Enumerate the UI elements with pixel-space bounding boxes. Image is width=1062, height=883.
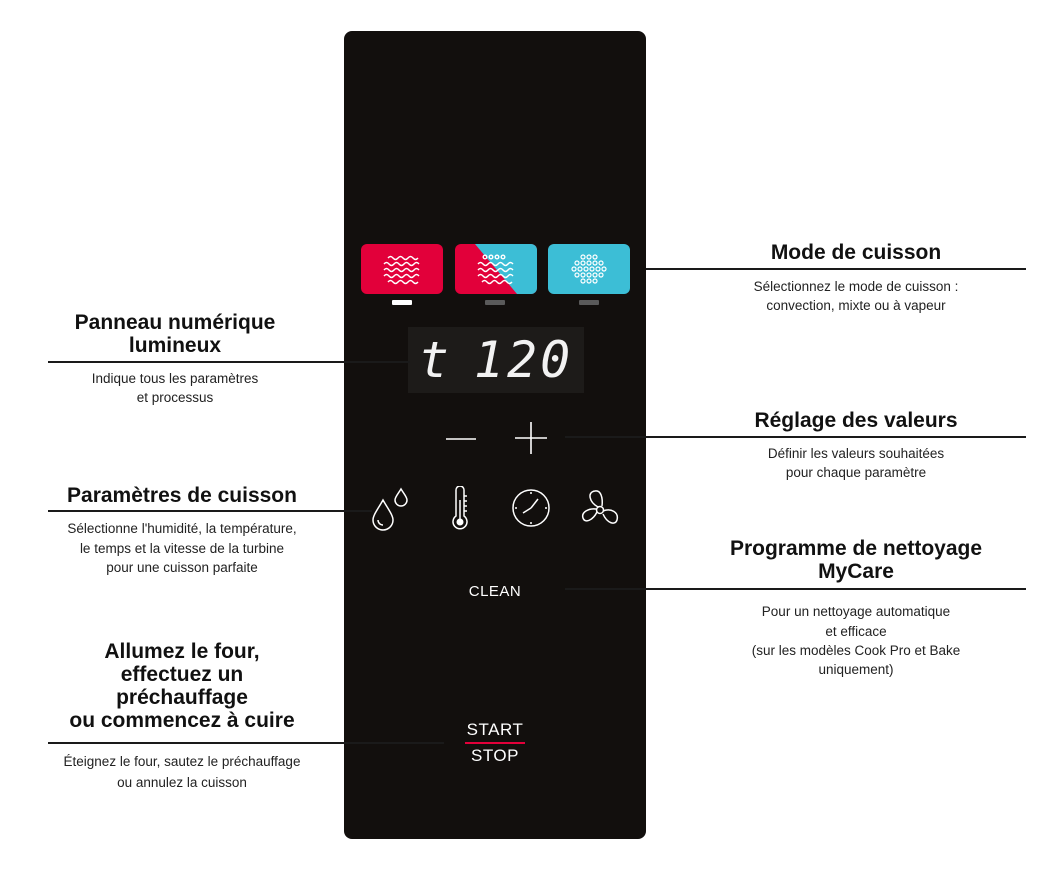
mode-desc-line1: Sélectionnez le mode de cuisson : (753, 279, 959, 294)
minus-icon[interactable] (446, 431, 476, 447)
leader-line-start (48, 742, 444, 744)
start-desc-line2: ou annulez la cuisson (117, 775, 247, 790)
start-title-line3: préchauffage (116, 686, 248, 709)
clean-desc-line2: et efficace (825, 624, 887, 639)
mixte-waves-steam-icon (476, 252, 516, 286)
oven-control-panel (344, 31, 646, 839)
params-title: Paramètres de cuisson (67, 484, 297, 507)
clean-desc-line1: Pour un nettoyage automatique (761, 604, 951, 619)
mode-indicator-mixte (485, 300, 505, 305)
params-desc-line1: Sélectionne l'humidité, la température, (67, 521, 297, 536)
display-title-line1: Panneau numérique (74, 311, 276, 334)
clean-title-line2: MyCare (818, 560, 894, 583)
leader-line-mode (646, 268, 1026, 270)
start-button[interactable]: START (466, 720, 524, 739)
clean-desc-line3: (sur les modèles Cook Pro et Bake (751, 643, 961, 658)
clean-title-line1: Programme de nettoyage (729, 537, 983, 560)
mode-desc-line2: convection, mixte ou à vapeur (766, 298, 946, 313)
display-desc-line1: Indique tous les paramètres (91, 371, 259, 386)
params-desc-line2: le temps et la vitesse de la turbine (79, 541, 285, 556)
start-desc-line1: Éteignez le four, sautez le préchauffage (63, 754, 301, 769)
display-mode-char: t (418, 331, 452, 389)
thermometer-icon[interactable] (449, 486, 471, 530)
leader-line-params (48, 510, 372, 512)
display-value: 120 (473, 331, 574, 389)
values-desc-line1: Définir les valeurs souhaitées (767, 446, 945, 461)
stop-button[interactable]: STOP (471, 746, 519, 765)
start-title-line4: ou commencez à cuire (69, 709, 295, 732)
mode-convection-button[interactable] (361, 244, 443, 294)
values-title: Réglage des valeurs (754, 409, 958, 432)
leader-line-values (565, 436, 1026, 438)
mode-title: Mode de cuisson (770, 241, 942, 264)
humidity-drops-icon[interactable] (369, 487, 411, 531)
mode-vapeur-button[interactable] (548, 244, 630, 294)
leader-line-clean (565, 588, 1026, 590)
fan-icon[interactable] (581, 488, 623, 530)
start-title-line2: effectuez un (120, 663, 244, 686)
start-title-line1: Allumez le four, (104, 640, 260, 663)
mode-indicator-convection (392, 300, 412, 305)
digital-display (408, 327, 584, 393)
start-stop-divider (465, 742, 525, 744)
clock-icon[interactable] (511, 488, 551, 528)
display-title-line2: lumineux (128, 334, 222, 357)
convection-waves-icon (382, 252, 422, 286)
display-desc-line2: et processus (136, 390, 214, 405)
leader-line-display (48, 361, 410, 363)
plus-icon[interactable] (515, 422, 547, 454)
params-desc-line3: pour une cuisson parfaite (106, 560, 258, 575)
mode-indicator-vapeur (579, 300, 599, 305)
clean-desc-line4: uniquement) (818, 662, 894, 677)
mode-mixte-button[interactable] (455, 244, 537, 294)
clean-button[interactable]: CLEAN (468, 583, 522, 600)
steam-dots-icon (569, 252, 609, 286)
values-desc-line2: pour chaque paramètre (785, 465, 927, 480)
